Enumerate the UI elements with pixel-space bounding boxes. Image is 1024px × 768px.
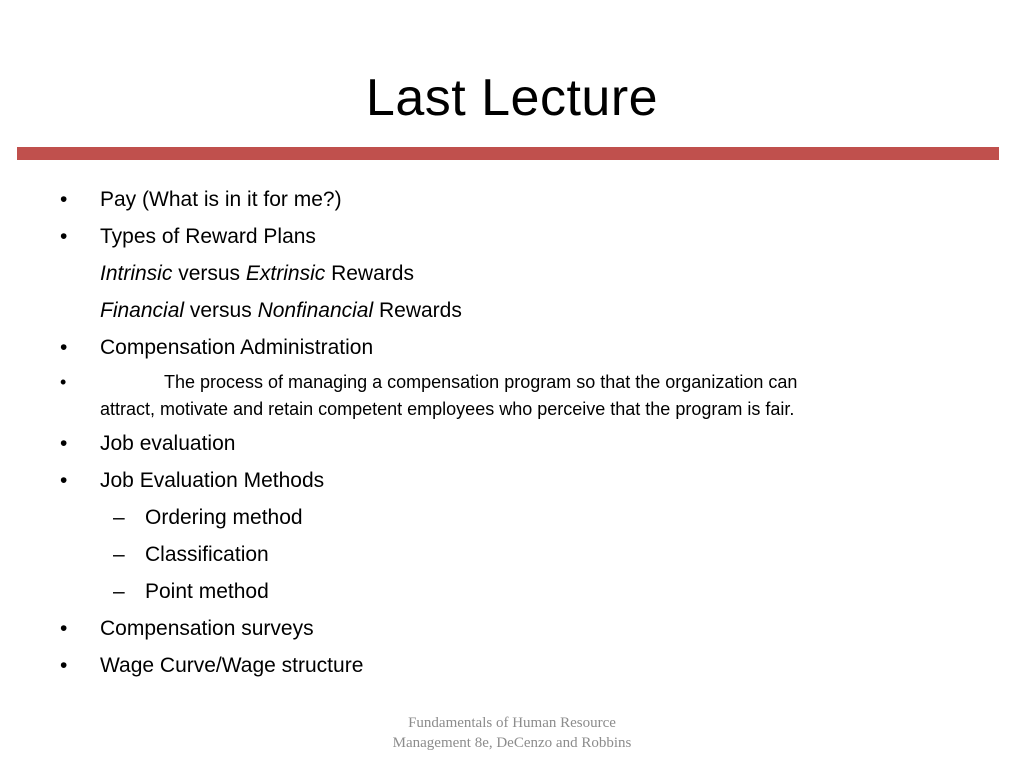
definition-line-2: attract, motivate and retain competent employees who perceive that the program is fair.: [100, 399, 795, 419]
list-item-text: Compensation Administration: [100, 336, 374, 359]
list-item-text: Compensation surveys: [100, 617, 314, 640]
financial-term: Financial: [100, 299, 185, 322]
list-item-text: Pay (What is in it for me?): [100, 188, 342, 211]
slide-title: Last Lecture: [365, 69, 659, 127]
bullet-icon: •: [60, 654, 68, 677]
bullet-icon: •: [60, 225, 68, 248]
definition-line-1: The process of managing a compensation program so that the organization can: [164, 372, 798, 392]
sub-item-text: Classification: [145, 543, 269, 566]
versus-word: versus: [172, 262, 246, 285]
footer-line-2: Management 8e, DeCenzo and Robbins: [392, 735, 632, 751]
rewards-word: Rewards: [325, 262, 414, 285]
list-item-text: Job Evaluation Methods: [100, 469, 325, 492]
versus-word: versus: [184, 299, 258, 322]
footer-line-1: Fundamentals of Human Resource: [408, 715, 616, 731]
dash-icon: –: [113, 580, 125, 603]
list-item-text: Wage Curve/Wage structure: [100, 654, 364, 677]
title-divider: [17, 147, 999, 160]
list-item-text: Types of Reward Plans: [100, 225, 316, 248]
dash-icon: –: [113, 506, 125, 529]
bullet-icon: •: [60, 469, 68, 492]
list-item-text: [100, 297, 462, 325]
rewards-word: Rewards: [373, 299, 462, 322]
sub-item-text: Point method: [145, 580, 269, 603]
bullet-icon: •: [60, 432, 68, 455]
dash-icon: –: [113, 543, 125, 566]
bullet-icon: •: [60, 372, 67, 392]
bullet-icon: •: [60, 617, 68, 640]
list-item-text: Job evaluation: [100, 432, 236, 455]
bullet-icon: •: [60, 336, 68, 359]
sub-item-text: Ordering method: [145, 506, 303, 529]
extrinsic-term: Extrinsic: [245, 262, 326, 285]
bullet-icon: •: [60, 188, 68, 211]
slide-footer: [312, 713, 712, 753]
intrinsic-term: Intrinsic: [100, 262, 173, 285]
list-item-text: [100, 260, 414, 288]
nonfinancial-term: Nonfinancial: [257, 299, 374, 322]
